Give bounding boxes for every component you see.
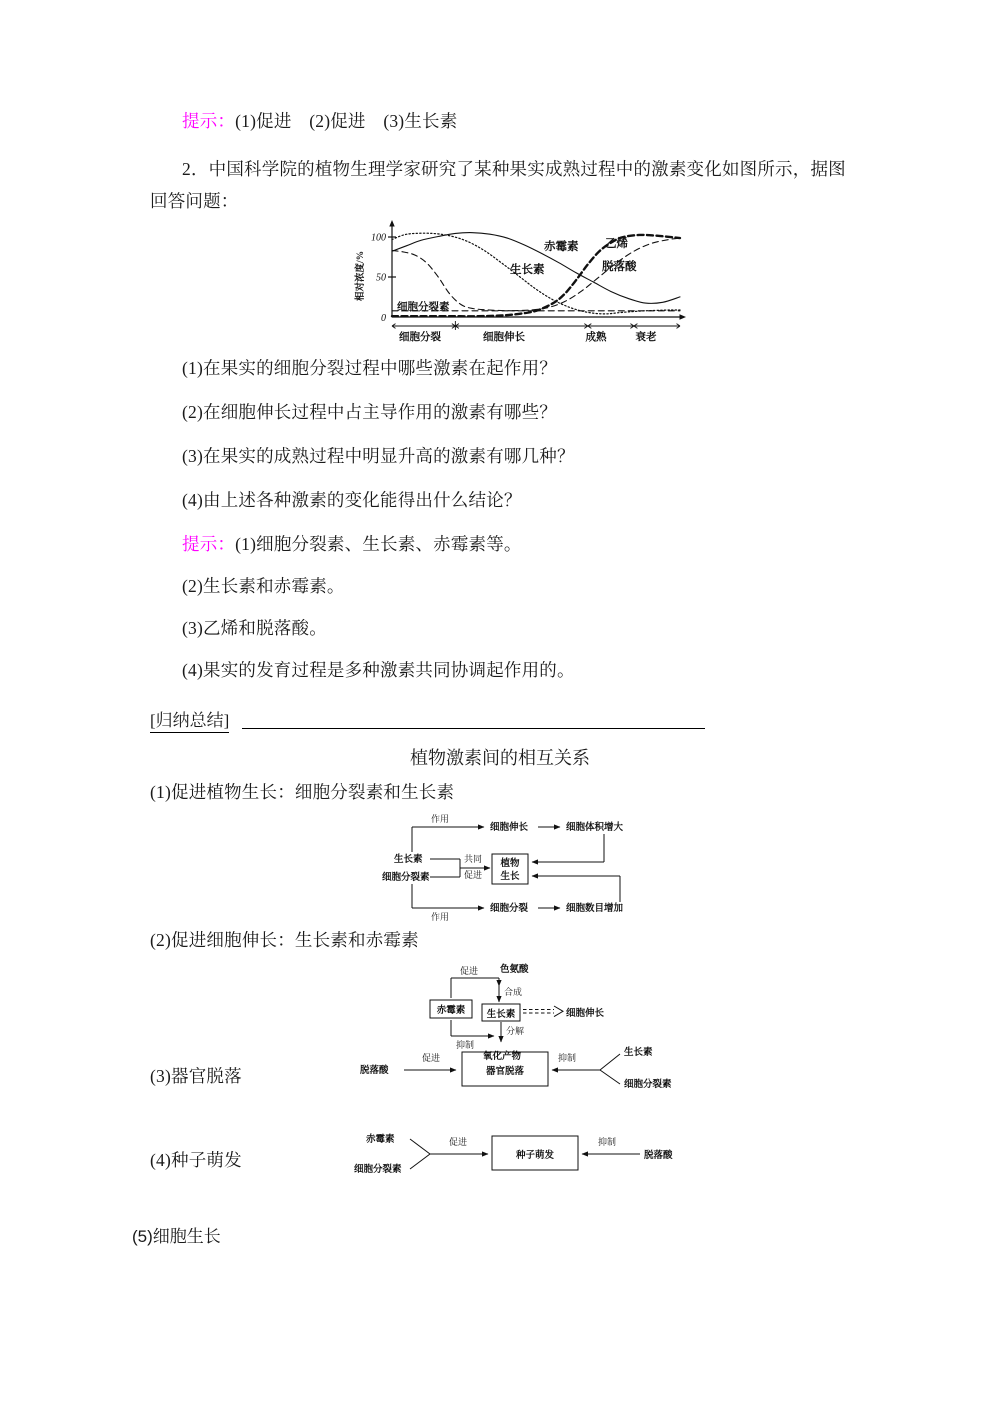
diagram3-right-source-1: 生长素 bbox=[624, 1048, 653, 1058]
chart-stage-label-4: 衰老 bbox=[635, 332, 657, 343]
chart-series-label-ethylene: 乙烯 bbox=[605, 238, 628, 250]
diagram1-center-line2: 生长 bbox=[500, 872, 520, 882]
diagram2-oxidation: 氧化产物 bbox=[483, 1052, 522, 1062]
chart-stage-label-2: 细胞伸长 bbox=[483, 332, 525, 343]
question-2-paragraph: 2．中国科学院的植物生理学家研究了某种果实成熟过程中的激素变化如图所示，据图回答问题： bbox=[150, 159, 846, 212]
diagram4-inhibit: 抑制 bbox=[598, 1137, 617, 1147]
diagram2-result: 细胞伸长 bbox=[566, 1009, 605, 1019]
diagram-seed-germination bbox=[352, 1122, 692, 1184]
diagram3-left-source: 脱落酸 bbox=[360, 1066, 389, 1076]
summary-item-1: (1)促进植物生长：细胞分裂素和生长素 bbox=[150, 782, 455, 802]
diagram1-bottom-action: 作用 bbox=[430, 912, 450, 922]
diagram3-right-source-2: 细胞分裂素 bbox=[624, 1080, 672, 1090]
diagram-plant-growth bbox=[368, 810, 658, 925]
diagram4-left-source-2: 细胞分裂素 bbox=[354, 1165, 402, 1175]
diagram2-inhibit: 抑制 bbox=[456, 1040, 475, 1050]
diagram1-bottom-node2: 细胞数目增加 bbox=[566, 904, 624, 914]
chart-stage-label-1: 细胞分裂 bbox=[399, 332, 441, 343]
diagram2-synthesis: 合成 bbox=[504, 987, 523, 997]
hormone-change-chart bbox=[352, 216, 692, 346]
question-1: (1)在果实的细胞分裂过程中哪些激素在起作用？ bbox=[182, 358, 558, 378]
diagram1-joint-line2: 促进 bbox=[464, 870, 483, 880]
question-3: (3)在果实的成熟过程中明显升高的激素有哪几种？ bbox=[182, 446, 575, 466]
diagram2-tryptophan: 色氨酸 bbox=[500, 965, 529, 975]
summary-tag: [归纳总结] bbox=[150, 706, 229, 733]
chart-series-label-aba: 脱落酸 bbox=[602, 261, 637, 273]
diagram1-top-node1: 细胞伸长 bbox=[490, 823, 529, 833]
chart-stage-label-3: 成熟 bbox=[585, 332, 607, 343]
chart-ytick-50: 50 bbox=[376, 272, 386, 284]
summary-title: 植物激素间的相互关系 bbox=[410, 748, 590, 768]
chart-series-label-gibberellin: 赤霉素 bbox=[544, 241, 579, 253]
diagram3-promote: 促进 bbox=[422, 1053, 441, 1063]
diagram-organ-abscission bbox=[352, 1038, 692, 1100]
diagram4-right-source: 脱落酸 bbox=[644, 1151, 673, 1161]
answer-2: (2)生长素和赤霉素。 bbox=[182, 576, 345, 596]
chart-stage-axis bbox=[392, 321, 680, 330]
question-4: (4)由上述各种激素的变化能得出什么结论？ bbox=[182, 490, 522, 510]
diagram4-svg bbox=[352, 1122, 692, 1184]
summary-item-3: (3)器官脱落 bbox=[150, 1066, 242, 1086]
hint-label: 提示： bbox=[182, 111, 236, 131]
diagram3-svg bbox=[352, 1038, 692, 1100]
answer-4: (4)果实的发育过程是多种激素共同协调起作用的。 bbox=[182, 660, 575, 680]
summary-tag-wrap bbox=[150, 706, 229, 733]
answer-3: (3)乙烯和脱落酸。 bbox=[182, 618, 327, 638]
diagram1-center-line1: 植物 bbox=[500, 859, 520, 869]
answer-hint-label: 提示： bbox=[182, 534, 236, 554]
answer-1: (1)细胞分裂素、生长素、赤霉素等。 bbox=[235, 534, 522, 554]
answer-line-1 bbox=[182, 536, 522, 554]
diagram1-top-action: 作用 bbox=[430, 814, 450, 824]
hint-body: (1)促进 (2)促进 (3)生长素 bbox=[235, 111, 458, 131]
diagram2-promote: 促进 bbox=[460, 966, 479, 976]
chart-svg bbox=[352, 216, 692, 346]
diagram1-source-auxin: 生长素 bbox=[394, 855, 423, 865]
diagram1-bottom-node1: 细胞分裂 bbox=[490, 904, 529, 914]
diagram4-promote: 促进 bbox=[449, 1137, 468, 1147]
summary-rule bbox=[242, 728, 705, 729]
summary-item-5: (5)细胞生长 bbox=[132, 1227, 221, 1246]
diagram1-svg bbox=[368, 810, 658, 925]
chart-series-label-auxin: 生长素 bbox=[510, 264, 545, 276]
chart-series-label-cytokinin: 细胞分裂素 bbox=[397, 302, 450, 313]
chart-ytick-0: 0 bbox=[381, 313, 386, 324]
diagram1-joint-line1: 共同 bbox=[464, 854, 483, 864]
diagram4-center: 种子萌发 bbox=[515, 1151, 555, 1161]
diagram4-left-source-1: 赤霉素 bbox=[366, 1135, 395, 1145]
diagram3-inhibit: 抑制 bbox=[558, 1053, 577, 1063]
diagram1-source-cytokinin: 细胞分裂素 bbox=[382, 873, 430, 883]
summary-item-4: (4)种子萌发 bbox=[150, 1150, 242, 1170]
diagram2-auxin: 生长素 bbox=[486, 1010, 516, 1020]
summary-item-2: (2)促进细胞伸长：生长素和赤霉素 bbox=[150, 930, 419, 950]
diagram2-source: 赤霉素 bbox=[436, 1006, 466, 1016]
chart-y-axis-label: 相对浓度/% bbox=[356, 250, 366, 302]
diagram2-decompose: 分解 bbox=[506, 1026, 525, 1036]
diagram1-top-node2: 细胞体积增大 bbox=[566, 823, 624, 833]
diagram3-center: 器官脱落 bbox=[485, 1067, 525, 1077]
hint-line-1 bbox=[182, 113, 457, 131]
question-2: (2)在细胞伸长过程中占主导作用的激素有哪些？ bbox=[182, 402, 558, 422]
chart-ytick-100: 100 bbox=[371, 232, 386, 244]
